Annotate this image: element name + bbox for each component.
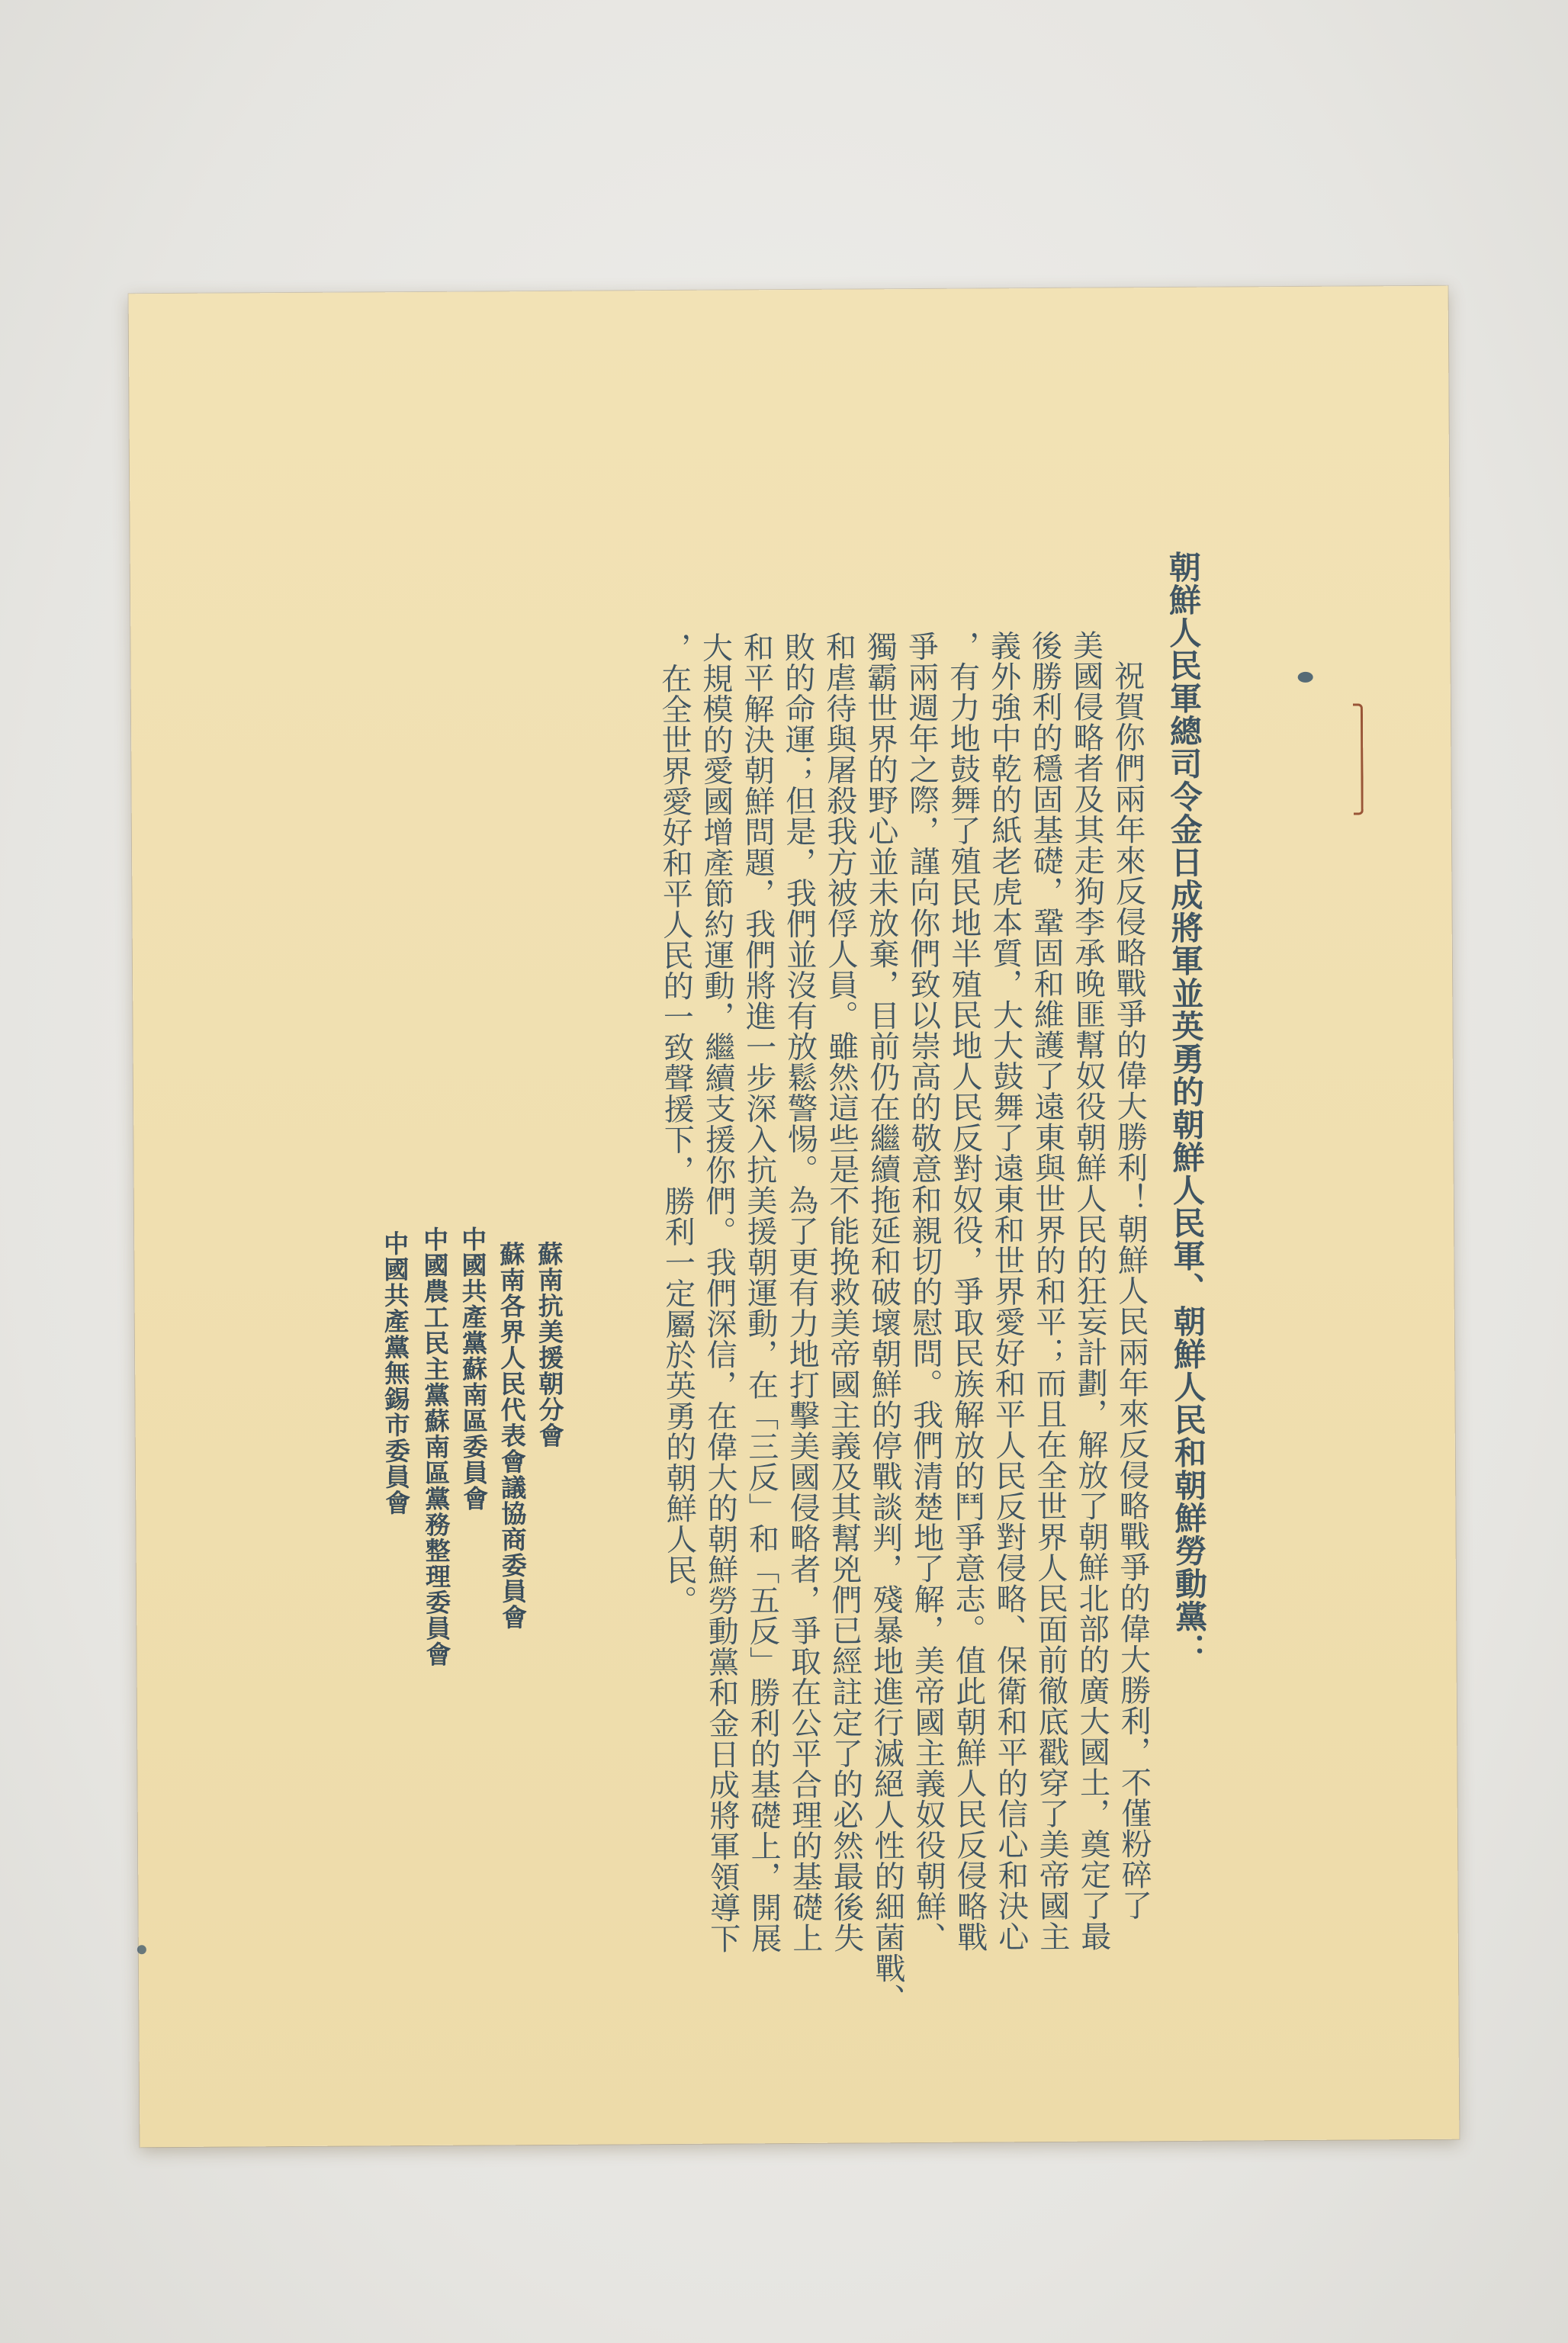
signatory: 蘇南各界人民代表會議協商委員會 xyxy=(496,1241,529,1631)
signatory: 中國共產黨蘇南區委員會 xyxy=(458,1226,490,1512)
body-line: 義外強中乾的紙老虎本質，大大鼓舞了遠東和世界愛好和平人民反對侵略、保衛和平的信心和決心 xyxy=(985,630,1029,1952)
body-line: 祝賀你們兩年來反侵略戰爭的偉大勝利！朝鮮人民兩年來反侵略戰爭的偉大勝利，不僅粉碎了 xyxy=(1109,629,1152,1921)
body-line: 敗的命運；但是，我們並沒有放鬆警惕。為了更有力地打擊美國侵略者，爭取在公平合理的基礎上 xyxy=(779,631,823,1953)
ink-spot-icon xyxy=(1298,672,1313,683)
staple-icon xyxy=(1353,703,1364,815)
body-line: 美國侵略者及其走狗李承晚匪幫奴役朝鮮人民的狂妄計劃，解放了朝鮮北部的廣大國土，奠定了最 xyxy=(1068,629,1111,1952)
paper-sheet xyxy=(129,286,1460,2148)
body-line: 獨霸世界的野心並未放棄，目前仍在繼續拖延和破壞朝鮮的停戰談判，殘暴地進行滅絕人性的細菌戰、 xyxy=(862,631,906,2014)
document-title: 朝鮮人民軍總司令金日成將軍並英勇的朝鮮人民軍、朝鮮人民和朝鮮勞動黨： xyxy=(1164,550,1209,1666)
ink-spot-icon xyxy=(137,1945,146,1954)
body-line: 爭兩週年之際，謹向你們致以崇高的敬意和親切的慰問。我們清楚地了解，美帝國主義奴役朝鮮、 xyxy=(903,630,946,1952)
body-line: ，在全世界愛好和平人民的一致聲援下，勝利一定屬於英勇的朝鮮人民。 xyxy=(656,632,698,1616)
body-line: 大規模的愛國增產節約運動，繼續支援你們。我們深信，在偉大的朝鮮勞動黨和金日成將軍領導下 xyxy=(697,632,741,1954)
signatory: 中國共產黨無錫市委員會 xyxy=(380,1230,412,1516)
body-line: ，有力地鼓舞了殖民地半殖民地人民反對奴役，爭取民族解放的鬥爭意志。值此朝鮮人民反侵略戰 xyxy=(944,630,988,1952)
body-line: 後勝利的穩固基礎，鞏固和維護了遠東與世界的和平；而且在全世界人民面前徹底戳穿了美帝國主 xyxy=(1027,629,1070,1952)
signatory: 中國農工民主黨蘇南區黨務整理委員會 xyxy=(419,1226,452,1667)
body-line: 和平解決朝鮮問題，我們將進一步深入抗美援朝運動，在「三反」和「五反」勝利的基礎上，開展 xyxy=(738,632,782,1954)
signatory: 蘇南抗美援朝分會 xyxy=(534,1240,565,1449)
body-line: 和虐待與屠殺我方被俘人員。雖然這些是不能挽救美帝國主義及其幫兇們已經註定了的必然最後失 xyxy=(821,631,864,1953)
